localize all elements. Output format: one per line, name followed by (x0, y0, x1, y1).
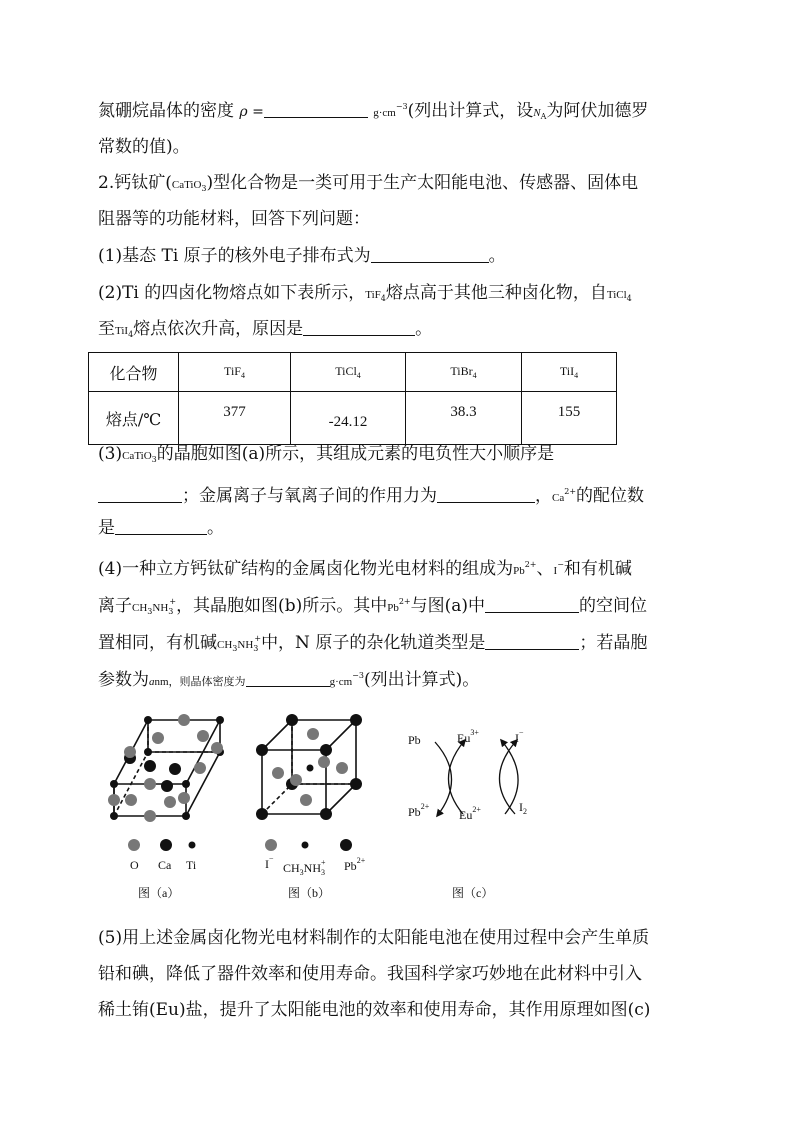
figure-c-i2: $I_2$ (519, 800, 527, 816)
question-2-5-cont: 铅和碘，降低了器件效率和使用寿命。我国科学家巧妙地在此材料中引入 (98, 964, 642, 984)
answer-blank-coordination[interactable] (115, 518, 207, 535)
table-header-cell: TiI$_4$ (522, 353, 617, 392)
question-2-5-cont2: 稀土铕(Eu)盐，提升了太阳能电池的效率和使用寿命，其作用原理如图(c) (98, 1000, 651, 1020)
question-2-4: (4)一种立方钙钛矿结构的金属卤化物光电材料的组成为$Pb^{2+}$、I−和有机碱 (98, 559, 632, 579)
table-header-cell: TiCl$_4$ (291, 353, 406, 392)
figure-c-i-ion: I− (515, 728, 524, 745)
question-2-5: (5)用上述金属卤化物光电材料制作的太阳能电池在使用过程中会产生单质 (98, 928, 650, 948)
question-2-3-cont: ；金属离子与氧离子间的作用力为 ，$Ca^{2+}$的配位数 (98, 481, 644, 509)
answer-blank-reason[interactable] (303, 319, 415, 336)
figure-a-caption: 图（a） (138, 886, 180, 900)
answer-blank-electronegativity[interactable] (98, 486, 182, 503)
rho-symbol: ρ = (239, 104, 264, 120)
table-row (89, 392, 617, 445)
question-2-1: (1)基态 Ti 原子的核外电子排布式为 。 (98, 246, 506, 266)
table-cell: 155 (522, 392, 617, 445)
question-2-3: (3)CaTiO$_3$的晶胞如图(a)所示，其组成元素的电负性大小顺序是 (98, 444, 555, 464)
melting-point-table (88, 352, 617, 445)
figure-c-eu2: $Eu^{2+}$ (459, 805, 481, 822)
answer-blank-position[interactable] (485, 596, 579, 613)
table-header-cell: TiBr$_4$ (406, 353, 522, 392)
figure-c-pb: Pb (408, 733, 421, 747)
figure-a-crystal-cell (100, 706, 240, 846)
table-cell: -24.12 (291, 392, 406, 445)
question-2-4-cont: 离子$CH_3NH_3^+$，其晶胞如图(b)所示。其中$Pb^{2+}$与图(a)中 的空间位 (98, 596, 648, 616)
answer-blank-electron-config[interactable] (371, 246, 489, 263)
figure-a-legend-ca: Ca (158, 858, 172, 872)
figure-b-caption: 图（b） (288, 886, 331, 900)
answer-blank-hybridization[interactable] (485, 633, 579, 650)
question-2-2: (2)Ti 的四卤化物熔点如下表所示，TiF$_4$熔点高于其他三种卤化物，自TiCl$_4$ (98, 283, 632, 303)
figure-c-caption: 图（c） (452, 886, 494, 900)
table-header-cell: TiF$_4$ (179, 353, 291, 392)
question-2-title: 2.钙钛矿(CaTiO$_3$)型化合物是一类可用于生产太阳能电池、传感器、固体电 (98, 173, 639, 193)
answer-blank-density-1[interactable] (264, 101, 368, 118)
figure-b-legend-ch3nh3: $CH_3NH_3^+$ (283, 858, 326, 877)
figure-a-legend-o: O (130, 858, 139, 872)
table-header-row (89, 353, 617, 392)
table-header-cell: 化合物 (89, 353, 179, 392)
figure-b-legend-i: I− (265, 854, 274, 871)
text-line-2: 常数的值)。 (98, 137, 190, 157)
figure-a-legend-atoms (125, 836, 205, 856)
question-2-4-cont2: 置相同，有机碱$CH_3NH_3^+$中，N 原子的杂化轨道类型是 ；若晶胞 (98, 633, 648, 653)
answer-blank-force[interactable] (437, 486, 535, 503)
figure-a-legend-ti: Ti (186, 858, 197, 872)
figure-c-eu3: $Eu^{3+}$ (457, 728, 479, 745)
figure-b-crystal-cell (252, 706, 382, 831)
figure-b-legend-pb: $Pb^{2+}$ (344, 856, 366, 873)
question-2-title-cont: 阻器等的功能材料，回答下列问题： (98, 209, 370, 229)
table-cell: 377 (179, 392, 291, 445)
figure-c-pb2: $Pb^{2+}$ (408, 802, 430, 819)
table-cell: 38.3 (406, 392, 522, 445)
figure-b-legend-atoms (262, 836, 362, 856)
question-2-4-cont3: 参数为anm，则晶体密度为 $g\cdot cm^{-3}$(列出计算式)。 (98, 670, 480, 690)
text-line-1: 氮硼烷晶体的密度 $\rho = g\cdot cm^{-3}$(列出计算式，设$N_A$为阿伏加德罗 (98, 101, 649, 121)
question-2-3-cont2: 是 。 (98, 518, 224, 538)
answer-blank-density-2[interactable] (246, 670, 330, 687)
table-row-label: 熔点/℃ (89, 392, 179, 445)
question-2-2-cont: 至TiI$_4$熔点依次升高，原因是 。 (98, 319, 433, 339)
